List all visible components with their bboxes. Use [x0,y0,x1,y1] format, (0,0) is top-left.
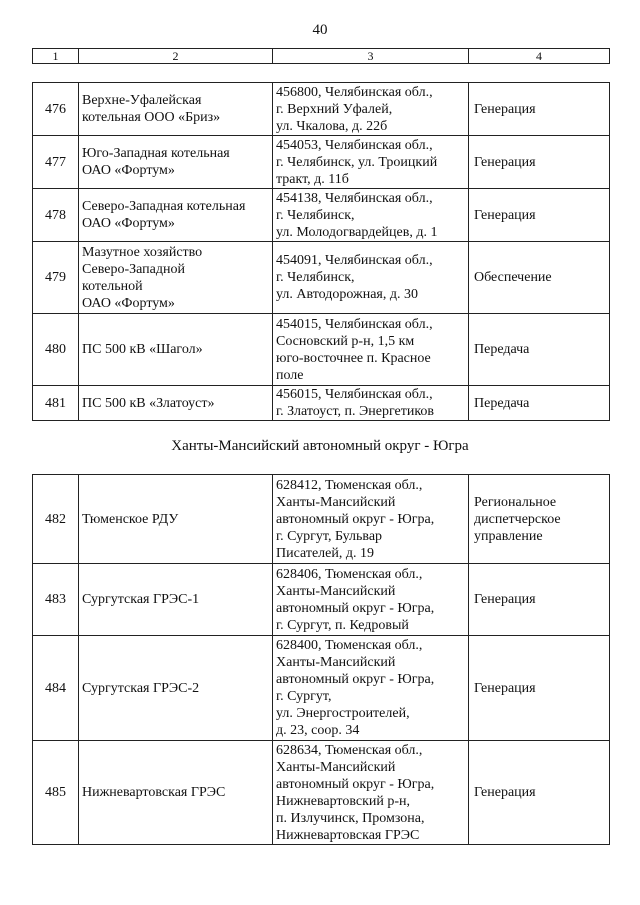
address-line: д. 23, соор. 34 [276,723,360,738]
address-line: 628634, Тюменская обл., [276,742,423,758]
address-cell [273,386,469,421]
activity-type-cell [469,386,610,421]
facility-name-line: ПС 500 кВ «Златоуст» [82,395,215,411]
table-row [33,475,610,564]
address-line: Нижневартовская ГРЭС [276,827,420,843]
facility-name-cell [79,242,273,314]
table-row [33,564,610,636]
column-header-row [33,49,610,64]
address-cell [273,564,469,636]
facility-name-cell [79,636,273,741]
activity-type-line: Генерация [474,592,536,607]
address-line: ул. Энергостроителей, [276,706,410,721]
facility-name-line: ОАО «Фортум» [82,295,175,311]
table-row [33,386,610,421]
facility-name-line: Мазутное хозяйство [82,244,203,260]
activity-type-cell [469,636,610,741]
activity-type-line: Передача [474,342,530,357]
table-row [33,741,610,845]
address-line: Ханты-Мансийский [276,494,396,510]
address-line: 628400, Тюменская обл., [276,638,423,653]
facility-name-line: котельной [82,278,143,294]
address-cell [273,242,469,314]
address-line: 454091, Челябинская обл., [276,253,433,268]
activity-type-line: Передача [474,395,530,411]
address-line: г. Челябинск, [276,270,355,285]
address-line: 454138, Челябинская обл., [276,190,433,206]
row-number: 480 [33,314,79,386]
column-header-1: 1 [33,49,79,64]
facility-name-line: ОАО «Фортум» [82,216,175,231]
activity-type-line: Обеспечение [474,270,552,285]
address-line: г. Челябинск, [276,207,355,223]
activity-type-cell [469,242,610,314]
address-line: г. Златоуст, п. Энергетиков [276,404,435,419]
address-line: автономный округ - Югра, [276,600,435,616]
table-row [33,83,610,136]
activity-type-line: Генерация [474,680,536,696]
row-number: 478 [33,189,79,242]
address-line: Ханты-Мансийский [276,655,396,670]
address-line: Ханты-Мансийский [276,759,396,775]
facility-name-cell [79,475,273,564]
address-line: п. Излучинск, Промзона, [276,810,425,826]
address-line: тракт, д. 11б [276,171,349,187]
row-number: 476 [33,83,79,136]
row-number: 482 [33,475,79,564]
activity-type-cell [469,189,610,242]
column-header-2: 2 [79,49,273,64]
address-line: юго-восточнее п. Красное [276,350,431,366]
table-row [33,314,610,386]
column-header-table [32,48,610,64]
facility-name-line: ПС 500 кВ «Шагол» [82,342,203,357]
address-line: ул. Чкалова, д. 22б [276,118,388,134]
activity-type-line: Региональное [474,494,557,510]
activity-type-line: Генерация [474,154,536,170]
activity-type-cell [469,83,610,136]
facility-name-cell [79,83,273,136]
address-cell [273,136,469,189]
activity-type-cell [469,564,610,636]
row-number: 483 [33,564,79,636]
address-cell [273,741,469,845]
address-line: автономный округ - Югра, [276,776,435,792]
address-line: ул. Автодорожная, д. 30 [276,287,418,302]
table-row [33,189,610,242]
facility-name-line: Сургутская ГРЭС-2 [82,680,200,696]
row-number: 485 [33,741,79,845]
facility-name-cell [79,136,273,189]
address-line: Писателей, д. 19 [276,545,374,561]
address-line: 628406, Тюменская обл., [276,566,423,582]
activity-type-line: управление [474,528,543,544]
address-line: автономный округ - Югра, [276,672,435,687]
row-number: 479 [33,242,79,314]
activity-type-line: Генерация [474,785,536,800]
address-line: Ханты-Мансийский [276,583,396,599]
facility-name-line: котельная ООО «Бриз» [82,110,221,125]
region-title: Ханты-Мансийский автономный округ - Югра [171,438,469,454]
facility-name-cell [79,314,273,386]
address-line: г. Сургут, Бульвар [276,528,383,544]
facility-name-cell [79,189,273,242]
activity-type-cell [469,314,610,386]
facility-name-cell [79,386,273,421]
table-row [33,136,610,189]
address-cell [273,189,469,242]
address-cell [273,636,469,741]
facilities-table-chelyabinsk [32,82,610,421]
activity-type-line: Генерация [474,207,536,223]
address-line: г. Сургут, [276,689,332,704]
facility-name-line: Северо-Западная котельная [82,199,246,214]
activity-type-cell [469,475,610,564]
address-line: поле [276,367,304,383]
activity-type-cell [469,136,610,189]
address-line: г. Челябинск, ул. Троицкий [276,154,438,170]
address-line: 628412, Тюменская обл., [276,477,423,493]
row-number: 477 [33,136,79,189]
column-header-4: 4 [469,49,610,64]
facility-name-cell [79,741,273,845]
column-header-3: 3 [273,49,469,64]
facility-name-line: ОАО «Фортум» [82,163,175,178]
facility-name-line: Нижневартовская ГРЭС [82,785,226,800]
row-number: 484 [33,636,79,741]
address-line: 454015, Челябинская обл., [276,316,433,332]
activity-type-line: Генерация [474,101,536,117]
activity-type-line: диспетчерское [474,511,561,527]
facility-name-line: Сургутская ГРЭС-1 [82,592,200,607]
address-line: Нижневартовский р-н, [276,793,411,809]
facility-name-line: Верхне-Уфалейская [82,93,202,108]
address-line: Сосновский р-н, 1,5 км [276,333,415,349]
facility-name-line: Тюменское РДУ [82,511,179,527]
facility-name-line: Юго-Западная котельная [82,146,230,161]
table-row [33,636,610,741]
address-line: 456015, Челябинская обл., [276,387,433,402]
address-line: автономный округ - Югра, [276,511,435,527]
page-number: 40 [312,22,328,38]
address-cell [273,314,469,386]
table-row [33,242,610,314]
row-number: 481 [33,386,79,421]
address-line: 454053, Челябинская обл., [276,137,433,153]
facility-name-cell [79,564,273,636]
address-cell [273,83,469,136]
address-line: г. Верхний Уфалей, [276,101,393,117]
activity-type-cell [469,741,610,845]
address-line: 456800, Челябинская обл., [276,84,433,100]
facilities-table-khanty-mansiysk [32,474,610,845]
address-cell [273,475,469,564]
address-line: г. Сургут, п. Кедровый [276,617,409,633]
facility-name-line: Северо-Западной [82,261,185,277]
address-line: ул. Молодогвардейцев, д. 1 [276,224,438,240]
